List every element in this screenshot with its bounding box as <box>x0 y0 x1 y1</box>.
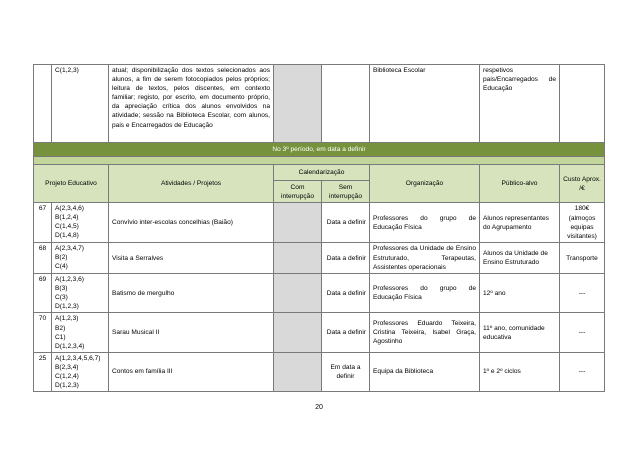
row-number: 67 <box>34 203 52 243</box>
row-number: 68 <box>34 243 52 274</box>
publico-cell: 11º ano, comunidade educativa <box>480 313 560 352</box>
header-com: Com interrupção <box>274 181 322 203</box>
sem-interrupcao-cell <box>322 65 370 143</box>
sem-interrupcao-cell: Data a definir <box>322 203 370 243</box>
publico-cell: 1º e 2º ciclos <box>480 352 560 391</box>
publico-cell: 12º ano <box>480 274 560 313</box>
header-atividades: Atividades / Projetos <box>109 165 274 203</box>
period-title: No 3º período, em data a definir <box>34 143 605 157</box>
header-sem: Sem interrupção <box>322 181 370 203</box>
custo-cell: --- <box>560 274 605 313</box>
organizacao-cell: Equipa da Biblioteca <box>370 352 480 391</box>
organizacao-cell: Professores da Unidade de Ensino Estruturado, Terapeutas, Assistentes operacionais <box>370 243 480 274</box>
organizacao-cell: Biblioteca Escolar <box>370 65 480 143</box>
projeto-cell: C(1,2,3) <box>52 65 109 143</box>
publico-cell: Alunos representantes do Agrupamento <box>480 203 560 243</box>
period-subband <box>34 157 605 165</box>
atividade-cell: Batismo de mergulho <box>109 274 274 313</box>
projeto-cell: A(1,2,3,6) B(3) C(3) D(1,2,3) <box>52 274 109 313</box>
sem-interrupcao-cell: Data a definir <box>322 243 370 274</box>
header-organizacao: Organização <box>370 165 480 203</box>
row-number: 25 <box>34 352 52 391</box>
header-row <box>34 165 605 181</box>
activities-table <box>33 64 605 392</box>
com-interrupcao-cell <box>274 203 322 243</box>
sem-interrupcao-cell: Data a definir <box>322 274 370 313</box>
continued-row <box>34 65 605 143</box>
custo-cell: 180€ (almoços equipas visitantes) <box>560 203 605 243</box>
header-projeto: Projeto Educativo <box>34 165 109 203</box>
table-row <box>34 203 605 243</box>
atividade-cell: Sarau Musical II <box>109 313 274 352</box>
header-publico: Público-alvo <box>480 165 560 203</box>
header-custo: Custo Aprox. /€ <box>560 165 605 203</box>
header-calendarizacao: Calendarização <box>274 165 370 181</box>
row-number: 69 <box>34 274 52 313</box>
com-interrupcao-cell <box>274 243 322 274</box>
sem-interrupcao-cell: Data a definir <box>322 313 370 352</box>
com-interrupcao-cell <box>274 274 322 313</box>
table-row <box>34 243 605 274</box>
custo-cell <box>560 65 605 143</box>
custo-cell: --- <box>560 352 605 391</box>
custo-cell: --- <box>560 313 605 352</box>
organizacao-cell: Professores do grupo de Educação Física <box>370 274 480 313</box>
atividades-cell: atual; disponibilização dos textos selecionados aos alunos, a fim de serem fotocopiados pelos próprios; leitura de textos, pelos discentes, em contexto familiar; registo, por escrito, em documento próprio, da apreciação crítica dos alunos envolvidos na atividade; sessão na Biblioteca Escolar, com alunos, pais e Encarregados de Educação <box>109 65 274 143</box>
organizacao-cell: Professores do grupo de Educação Física <box>370 203 480 243</box>
table-row <box>34 352 605 391</box>
publico-cell: respetivos pais/Encarregados de Educação <box>480 65 560 143</box>
atividade-cell: Contos em família III <box>109 352 274 391</box>
page-number: 20 <box>315 404 323 411</box>
projeto-cell: A(1,2,3) B2) C1) D(1,2,3,4) <box>52 313 109 352</box>
com-interrupcao-cell <box>274 313 322 352</box>
publico-cell: Alunos da Unidade de Ensino Estruturado <box>480 243 560 274</box>
sem-interrupcao-cell: Em data a definir <box>322 352 370 391</box>
period-band <box>34 143 605 157</box>
projeto-cell: A(2,3,4,6) B(1,2,4) C(1,4,5) D(1,4,8) <box>52 203 109 243</box>
atividade-cell: Convívio inter-escolas concelhias (Baião) <box>109 203 274 243</box>
com-interrupcao-cell <box>274 352 322 391</box>
row-number: 70 <box>34 313 52 352</box>
projeto-cell: A(2,3,4,7) B(2) C(4) <box>52 243 109 274</box>
projeto-cell: A(1,2,3,4,5,6,7) B(2,3,4) C(1,2,4) D(1,2,3) <box>52 352 109 391</box>
atividade-cell: Visita a Serralves <box>109 243 274 274</box>
custo-cell: Transporte <box>560 243 605 274</box>
table-row <box>34 313 605 352</box>
table-row <box>34 274 605 313</box>
organizacao-cell: Professores Eduardo Teixeira, Cristina Teixeira, Isabel Graça, Agostinho <box>370 313 480 352</box>
com-interrupcao-cell <box>274 65 322 143</box>
